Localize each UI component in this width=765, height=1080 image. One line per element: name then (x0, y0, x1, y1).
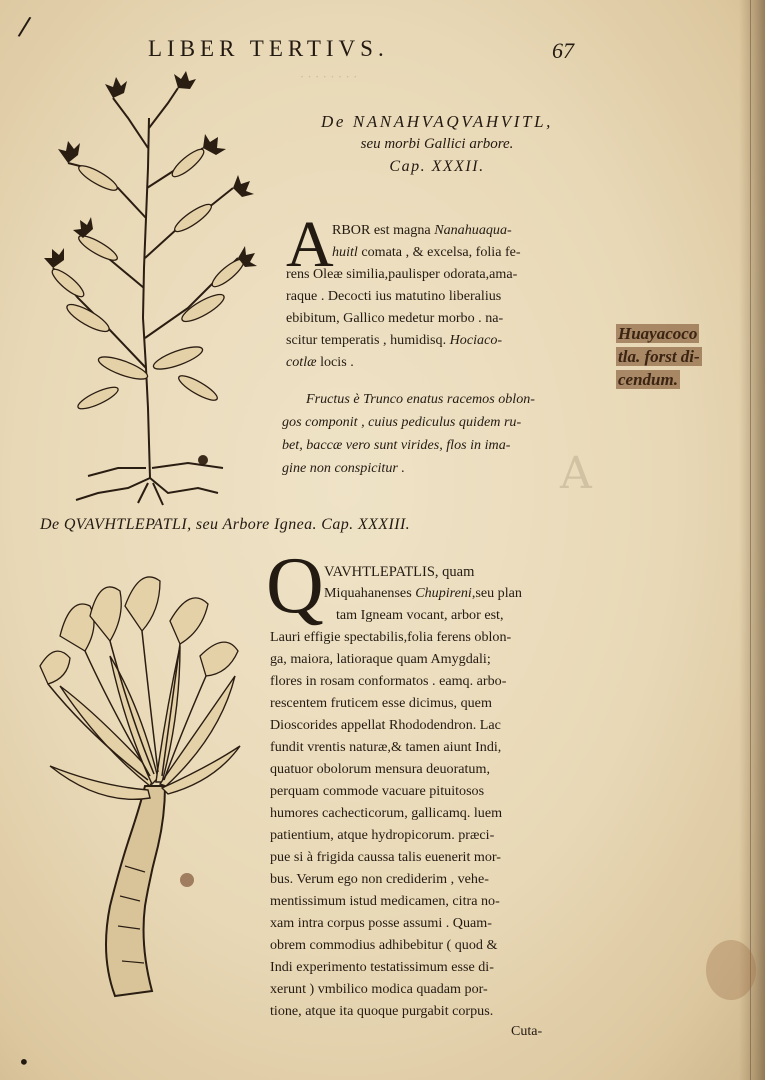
italic-note-line: Fructus è Trunco enatus racemos oblon- (306, 391, 536, 407)
text-line: xam intra corpus posse assumi . Quam- (270, 915, 492, 931)
text-line: raque . Decocti ius matutino liberalius (286, 288, 502, 304)
show-through-text: · · · · · · · · (300, 70, 358, 84)
text-line: flores in rosam conformatos . eamq. arbo- (270, 673, 507, 689)
text-line: Lauri effigie spectabilis,folia ferens oblon- (270, 629, 512, 645)
text-line: tam Igneam vocant, arbor est, (336, 607, 504, 623)
text-line: ga, maiora, latioraque quam Amygdali; (270, 651, 491, 667)
pencil-mark: / (16, 11, 33, 43)
text-line: RBOR est magna Nanahuaqua- (332, 222, 512, 238)
chapter-32-subtitle: seu morbi Gallici arbore. (360, 136, 514, 152)
italic-note-line: gine non conspicitur . (282, 460, 405, 476)
chapter-33-heading: De QVAVHTLEPATLI, seu Arbore Ignea. Cap. XXXIII. (40, 516, 411, 533)
text-line: VAVHTLEPATLIS, quam (324, 564, 475, 580)
text-line: scitur temperatis , humidisq. Hociaco- (286, 332, 503, 348)
text-line: rens Oleæ similia,paulisper odorata,ama- (286, 266, 518, 282)
text-line: Dioscorides appellat Rhododendron. Lac (270, 717, 501, 733)
text-line: bus. Verum ego non crediderim , vehe- (270, 871, 489, 887)
drop-cap-a: A (286, 208, 334, 281)
show-through-letter: A (560, 448, 592, 499)
quauhtlepatli-woodcut (30, 566, 245, 1006)
text-line: ebibitum, Gallico medetur morbo . na- (286, 310, 504, 326)
page-edge-shadow (739, 0, 765, 1080)
paper-stain (706, 940, 756, 1000)
catchword: Cuta- (511, 1024, 543, 1039)
text-line: Indi experimento testatissimum esse di- (270, 959, 494, 975)
text-line: rescentem fruticem esse dicimus, quem (270, 695, 492, 711)
page-number: 67 (552, 38, 574, 63)
text-line: humores cachecticorum, gallicamq. luem (270, 805, 503, 821)
margin-note-line: Huayacoco (618, 324, 698, 343)
margin-note-line: tla. forst di- (618, 347, 700, 366)
text-line: mentissimum istud medicamen, citra no- (270, 893, 500, 909)
page-gutter-line (750, 0, 751, 1080)
text-line: perquam commode vacuare pituitosos (270, 783, 485, 799)
drop-cap-q: Q (266, 542, 324, 630)
chapter-32-number: Cap. XXXII. (389, 158, 485, 175)
text-line: obrem commodius adhibebitur ( quod & (270, 937, 498, 953)
italic-note-line: bet, baccæ vero sunt virides, flos in ima- (282, 437, 511, 453)
text-line: cotlæ locis . (286, 354, 354, 370)
handwritten-margin-note (616, 322, 736, 391)
text-line: quatuor obolorum mensura deuoratum, (270, 761, 490, 777)
text-line: patientium, atque hydropicorum. præci- (270, 827, 495, 843)
margin-note-line: cendum. (618, 370, 678, 389)
text-line: Miquahanenses Chupireni,seu plan (324, 585, 522, 601)
text-line: tione, atque ita quoque purgabit corpus. (270, 1003, 494, 1019)
text-line: fundit vrentis naturæ,& tamen aiunt Indi, (270, 739, 502, 755)
text-line: pue si à frigida caussa talis euenerit mor- (270, 849, 502, 865)
ink-dot: • (18, 1050, 30, 1074)
text-line: xerunt ) vmbilico modica quadam por- (270, 981, 488, 997)
nanahuaquahuitl-woodcut (28, 68, 258, 508)
text-line: huitl comata , & excelsa, folia fe- (332, 244, 521, 260)
chapter-32-title: De NANAHVAQVAHVITL, (321, 112, 553, 131)
italic-note-line: gos componit , cuius pediculus quidem ru- (282, 414, 522, 430)
running-head: LIBER TERTIVS. (148, 36, 389, 61)
